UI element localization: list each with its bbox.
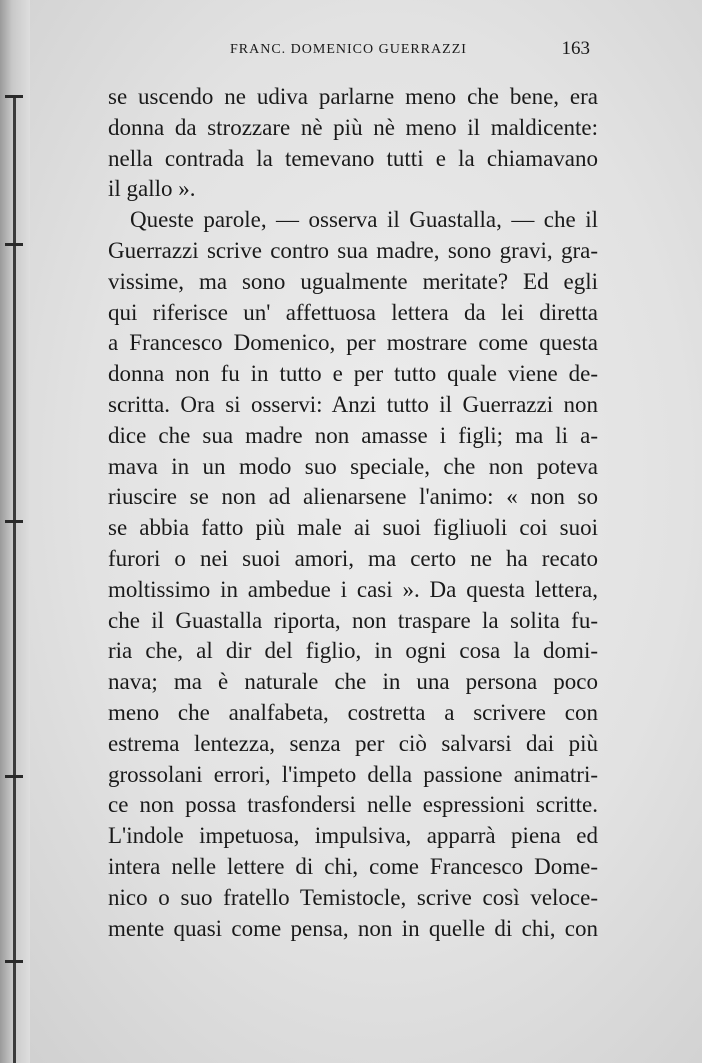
text-line: estrema lentezza, senza per ciò salvarsi dai più bbox=[108, 730, 598, 756]
text-line: qui riferisce un' affettuosa lettera da lei diretta bbox=[108, 299, 598, 325]
text-line: mente quasi come pensa, non in quelle di chi, con bbox=[108, 915, 598, 941]
binding-edge bbox=[0, 0, 30, 1063]
running-head: FRANC. DOMENICO GUERRAZZI bbox=[230, 42, 467, 57]
text-line: intera nelle lettere di chi, come Francesco Dome- bbox=[108, 853, 598, 879]
page-header bbox=[230, 38, 590, 62]
text-line: ce non possa trasfondersi nelle espressioni scritte. bbox=[108, 792, 598, 818]
text-line: Queste parole, — osserva il Guastalla, — che il bbox=[130, 207, 598, 233]
text-line: il gallo ». bbox=[108, 176, 196, 202]
binding-stitch bbox=[5, 95, 23, 98]
text-line: donna da strozzare nè più nè meno il maldicente: bbox=[108, 114, 598, 140]
text-line: L'indole impetuosa, impulsiva, apparrà piena ed bbox=[108, 823, 598, 849]
text-line: se abbia fatto più male ai suoi figliuoli coi suoi bbox=[108, 515, 598, 541]
body-text bbox=[108, 82, 598, 944]
text-line: moltissimo in ambedue i casi ». Da questa lettera, bbox=[108, 576, 598, 602]
text-line: dice che sua madre non amasse i figli; ma li a- bbox=[108, 422, 598, 448]
text-line: grossolani errori, l'impeto della passione animatri- bbox=[108, 761, 598, 787]
text-line: Guerrazzi scrive contro sua madre, sono gravi, gra- bbox=[108, 237, 598, 263]
binding-stitch bbox=[5, 960, 23, 963]
text-line: scritta. Ora si osservi: Anzi tutto il Guerrazzi non bbox=[108, 391, 598, 417]
text-line: riuscire se non ad alienarsene l'animo: « non so bbox=[108, 484, 598, 510]
text-line: se uscendo ne udiva parlarne meno che bene, era bbox=[108, 84, 598, 109]
text-line: che il Guastalla riporta, non traspare la solita fu- bbox=[108, 607, 598, 633]
text-line: a Francesco Domenico, per mostrare come questa bbox=[108, 330, 598, 356]
text-line: furori o nei suoi amori, ma certo ne ha recato bbox=[108, 545, 598, 571]
text-line: nico o suo fratello Temistocle, scrive così veloce- bbox=[108, 884, 598, 910]
text-line: ria che, al dir del figlio, in ogni cosa la domi- bbox=[108, 638, 598, 664]
text-line: meno che analfabeta, costretta a scrivere con bbox=[108, 699, 598, 725]
text-line: nella contrada la temevano tutti e la chiamavano bbox=[108, 145, 598, 171]
binding-stitch bbox=[5, 243, 23, 246]
text-line: nava; ma è naturale che in una persona poco bbox=[108, 669, 598, 695]
text-line: mava in un modo suo speciale, che non poteva bbox=[108, 453, 598, 479]
page-number: 163 bbox=[561, 38, 590, 59]
binding-stitch bbox=[5, 520, 23, 523]
binding-stitch bbox=[5, 775, 23, 778]
text-line: vissime, ma sono ugualmente meritate? Ed egli bbox=[108, 268, 598, 294]
binding-thread bbox=[13, 95, 16, 1063]
text-line: donna non fu in tutto e per tutto quale viene de- bbox=[108, 361, 598, 387]
